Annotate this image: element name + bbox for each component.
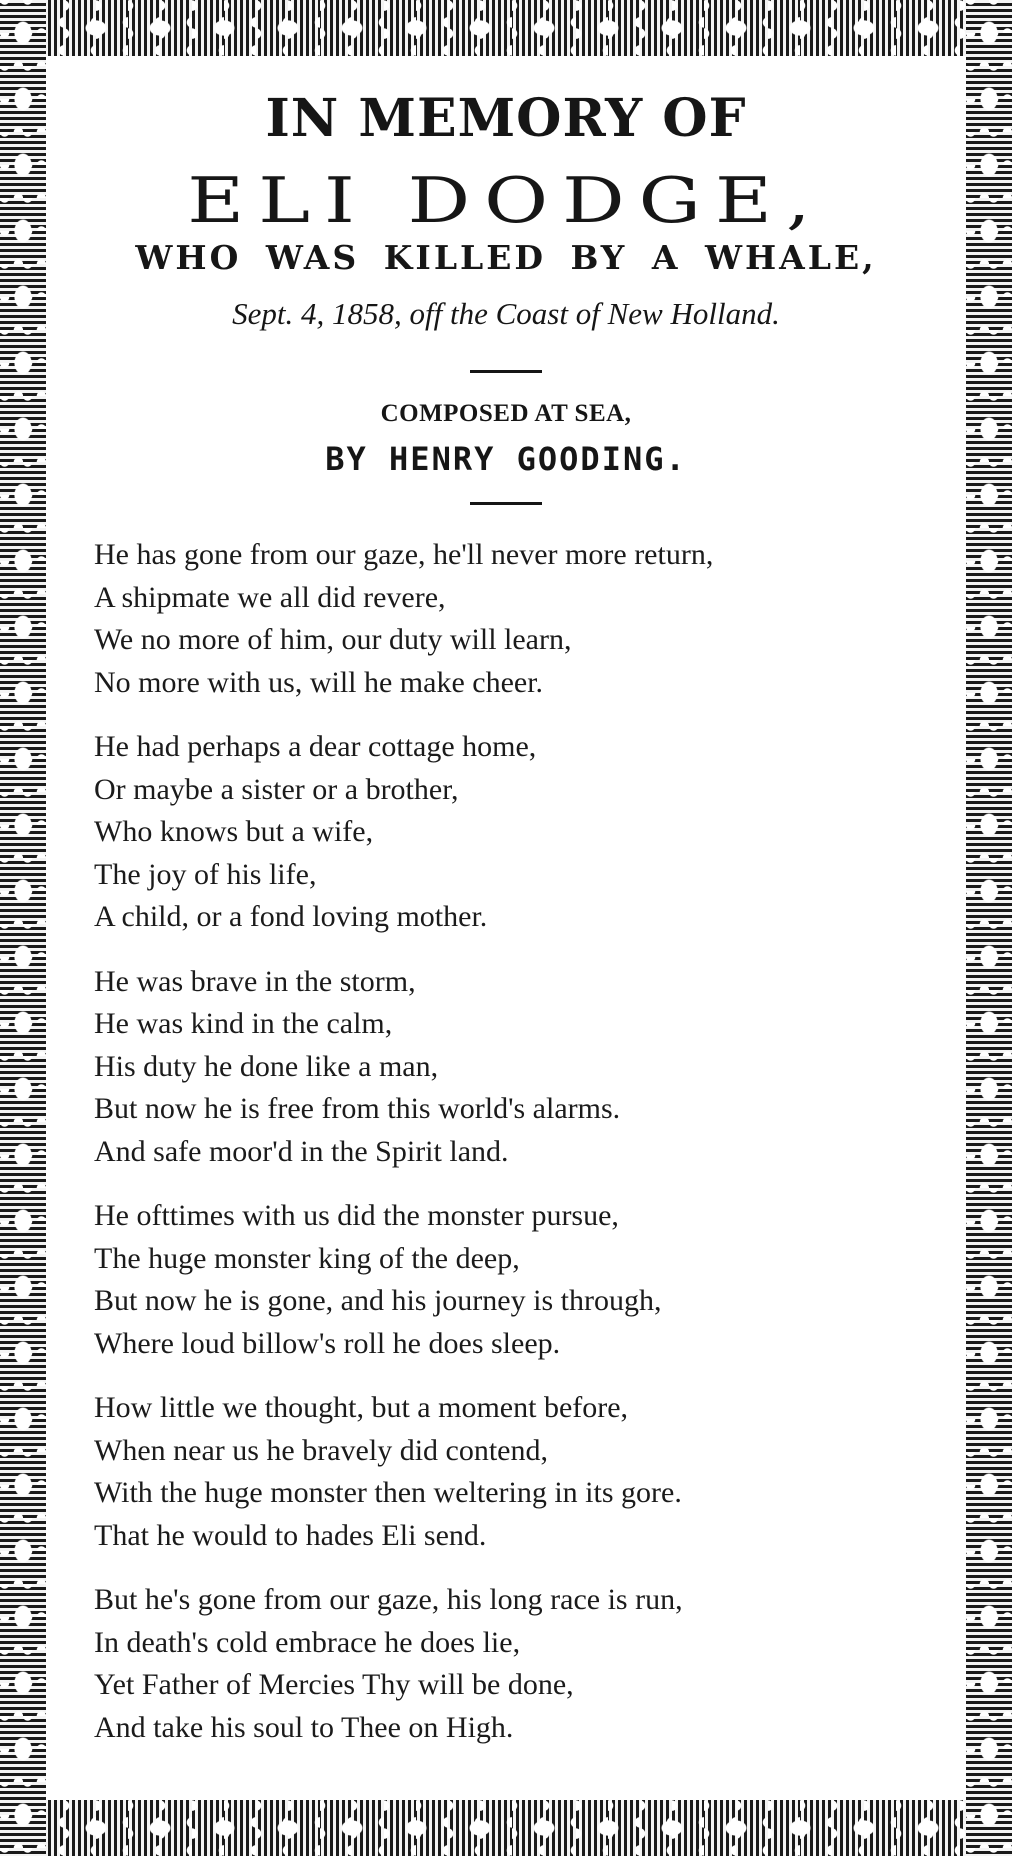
ornamental-border-right <box>966 0 1012 1856</box>
poem-line: The joy of his life, <box>94 857 317 891</box>
poem-line: And safe moor'd in the Spirit land. <box>94 1134 509 1168</box>
poem-stanza <box>94 1579 934 1749</box>
poem-line: He was brave in the storm, <box>94 964 416 998</box>
poem-line: We no more of him, our duty will learn, <box>94 623 572 656</box>
broadside-content <box>60 60 952 1796</box>
poem-line: A shipmate we all did revere, <box>94 580 446 614</box>
poem-line: No more with us, will he make cheer. <box>94 665 544 699</box>
poem-line: He ofttimes with us did the monster pursue, <box>94 1199 619 1232</box>
poem-stanza <box>94 1387 934 1557</box>
poem-line: Who knows but a wife, <box>94 815 374 848</box>
poem-line: In death's cold embrace he does lie, <box>94 1625 521 1659</box>
poem-line: The huge monster king of the deep, <box>94 1241 520 1275</box>
divider-rule <box>470 370 542 373</box>
ornamental-border-bottom <box>0 1800 1012 1856</box>
poem-line: Yet Father of Mercies Thy will be done, <box>94 1668 574 1701</box>
poem-line: With the huge monster then weltering in its gore. <box>94 1476 682 1509</box>
ornamental-border-left <box>0 0 46 1856</box>
poem-body <box>94 534 934 1771</box>
poem-line: Where loud billow's roll he does sleep. <box>94 1326 561 1360</box>
heading-name: ELI DODGE, <box>187 165 825 237</box>
poem-line: Or maybe a sister or a brother, <box>94 772 459 806</box>
poem-line: He has gone from our gaze, he'll never more return, <box>94 538 714 571</box>
poem-line: When near us he bravely did contend, <box>94 1433 548 1467</box>
author-line: BY HENRY GOODING. <box>325 440 687 478</box>
poem-stanza <box>94 726 934 939</box>
poem-line: A child, or a fond loving mother. <box>94 900 488 933</box>
poem-line: But now he is gone, and his journey is through, <box>94 1284 662 1317</box>
poem-line: How little we thought, but a moment before, <box>94 1391 629 1424</box>
composed-at-sea-line: COMPOSED AT SEA, <box>380 400 632 427</box>
poem-stanza <box>94 534 934 704</box>
poem-stanza <box>94 961 934 1174</box>
poem-line: But he's gone from our gaze, his long race is run, <box>94 1583 683 1616</box>
poem-line: But now he is free from this world's alarms. <box>94 1092 621 1125</box>
poem-line: His duty he done like a man, <box>94 1049 439 1083</box>
date-line: Sept. 4, 1858, off the Coast of New Holland. <box>232 296 780 331</box>
poem-line: And take his soul to Thee on High. <box>94 1710 514 1744</box>
divider-rule <box>470 502 542 505</box>
poem-line: That he would to hades Eli send. <box>94 1518 487 1552</box>
poem-line: He had perhaps a dear cottage home, <box>94 730 537 763</box>
poem-stanza <box>94 1195 934 1365</box>
heading-killed-by-whale: WHO WAS KILLED BY A WHALE, <box>135 238 877 277</box>
heading-in-memory: IN MEMORY OF <box>265 88 747 149</box>
poem-line: He was kind in the calm, <box>94 1007 393 1040</box>
ornamental-border-top <box>0 0 1012 56</box>
